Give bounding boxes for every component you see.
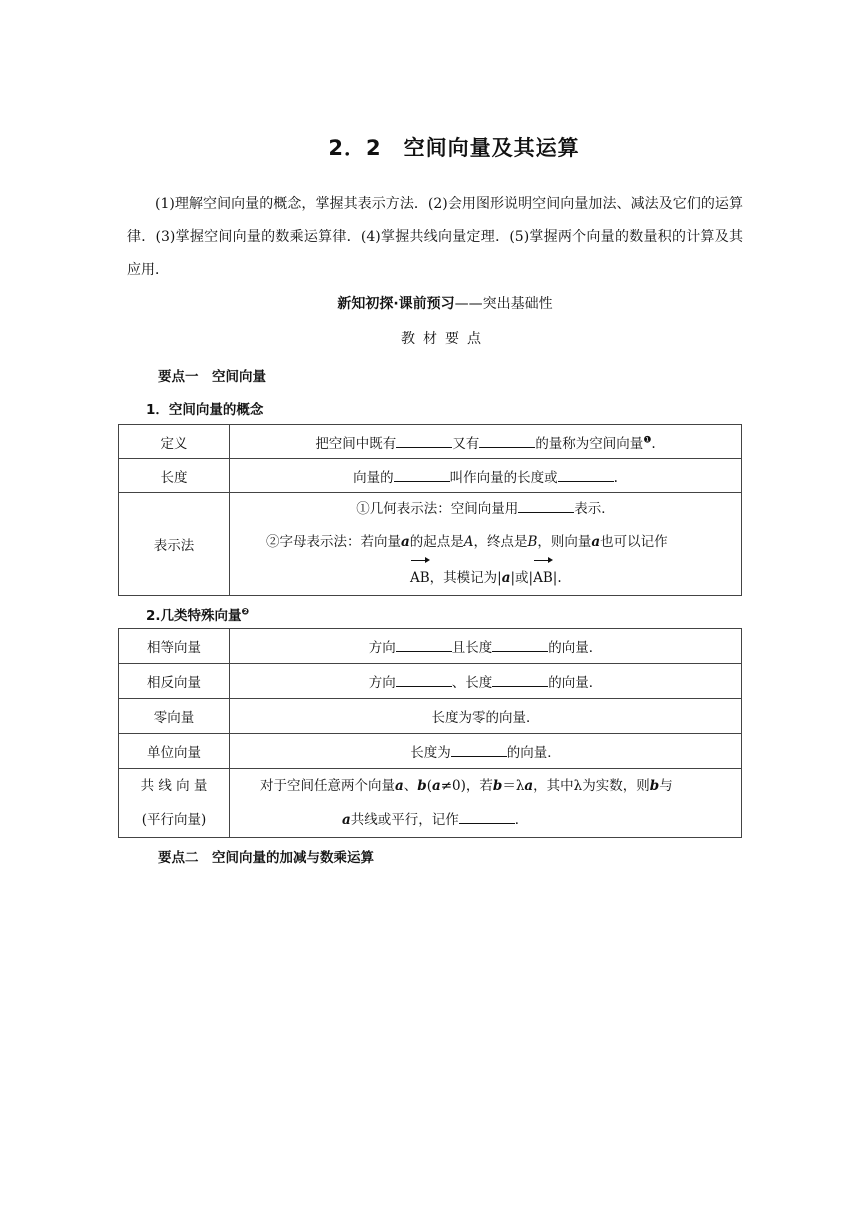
row-value: [230, 769, 742, 838]
var-b: b: [649, 778, 660, 794]
line: [260, 803, 733, 837]
fill-blank: [492, 672, 548, 687]
point-a: A: [463, 534, 474, 550]
section-subtitle: 教材要点: [401, 331, 489, 347]
text: 叫作向量的长度或: [449, 469, 558, 486]
table-row: [119, 769, 742, 838]
row-key: 长度: [119, 459, 230, 493]
text: 长度为: [410, 745, 451, 761]
row-key: 定义: [119, 425, 230, 459]
row-value: [230, 629, 742, 664]
var-a: a: [401, 534, 410, 550]
var-a: a: [342, 812, 351, 828]
table-row: [119, 734, 742, 769]
row-value: 长度为零的向量．: [230, 699, 742, 734]
table-row: [119, 664, 742, 699]
var-a: a: [395, 778, 404, 794]
text: 的量称为空间向量: [535, 435, 644, 452]
line: [238, 493, 733, 526]
fill-blank: [518, 498, 574, 513]
line: [238, 526, 733, 559]
table-row: [119, 629, 742, 664]
fill-blank: [558, 467, 614, 482]
row-key: 零向量: [119, 699, 230, 734]
special-vectors-table: [118, 628, 742, 838]
row-value: [230, 734, 742, 769]
var-a: a: [501, 570, 511, 586]
line: [260, 769, 733, 803]
fill-blank: [396, 433, 452, 448]
key-line: (平行向量): [141, 812, 207, 828]
note-marker: ❶: [643, 435, 652, 445]
vector-ab: AB: [533, 559, 553, 595]
text: 把空间中既有: [315, 435, 397, 452]
text: (: [426, 778, 432, 794]
sub2-text: 2.几类特殊向量: [146, 608, 242, 624]
line: [238, 559, 733, 595]
text: |.: [552, 570, 562, 586]
row-value: [230, 425, 742, 459]
text: 共线或平行，记作: [350, 812, 459, 828]
text: |或|: [510, 570, 534, 586]
table-row: [119, 459, 742, 493]
key-line: 共 线 向 量: [140, 778, 208, 794]
table-row: [119, 425, 742, 459]
text: 的向量．: [548, 675, 603, 691]
fill-blank: [394, 467, 450, 482]
table-row: [119, 493, 742, 596]
text: 向量的: [353, 469, 394, 486]
row-key: [119, 769, 230, 838]
page-title: 2．2 空间向量及其运算: [328, 136, 580, 160]
text: ②字母表示法：若向量: [266, 534, 401, 550]
fill-blank: [459, 809, 515, 824]
text: 、长度: [451, 675, 493, 691]
point-b: B: [527, 534, 538, 550]
text: 的向量．: [548, 640, 603, 656]
text: 、: [403, 778, 418, 794]
text: 也可以记作: [600, 534, 668, 550]
text: 对于空间任意两个向量: [260, 778, 395, 794]
var-a: a: [591, 534, 601, 550]
learning-objectives: (1)理解空间向量的概念，掌握其表示方法．(2)会用图形说明空间向量加法、减法及它们的运算律．(3)掌握空间向量的数乘运算律．(4)掌握共线向量定理．(5)掌握两个向量的数量积的计算及其应用．: [127, 196, 743, 278]
row-key: 表示法: [119, 493, 230, 596]
text: 的起点是: [409, 534, 464, 550]
text: ，其中λ为实数，则: [533, 778, 650, 794]
text: ①几何表示法：空间向量用: [356, 501, 519, 517]
fill-blank: [396, 672, 452, 687]
text: ≠0)，若: [440, 778, 493, 794]
text: ，其模记为|: [429, 570, 502, 586]
var-b: b: [417, 778, 427, 794]
fill-blank: [396, 637, 452, 652]
section-banner: [0, 293, 860, 313]
text: 方向: [368, 640, 396, 656]
sub1-heading: 1．空间向量的概念: [146, 402, 264, 418]
concept-table: [118, 424, 742, 596]
var-a: a: [524, 778, 534, 794]
row-value: [230, 459, 742, 493]
text: ，终点是: [473, 534, 528, 550]
text: 表示．: [574, 501, 615, 517]
note-marker: ❷: [241, 607, 250, 618]
section-banner-bold: 新知初探·课前预习: [337, 296, 455, 312]
section-banner-light: ——突出基础性: [454, 296, 553, 312]
fill-blank: [451, 742, 507, 757]
var-a: a: [431, 778, 441, 794]
text: .: [651, 435, 656, 452]
text: ．: [514, 812, 529, 828]
row-value: [230, 664, 742, 699]
vector-ab: AB: [410, 559, 430, 595]
text: 方向: [368, 675, 396, 691]
point2-heading: 要点二 空间向量的加减与数乘运算: [158, 850, 374, 866]
row-key: 相反向量: [119, 664, 230, 699]
text: .: [613, 469, 618, 486]
point1-heading: 要点一 空间向量: [158, 369, 266, 385]
text: 且长度: [451, 640, 493, 656]
fill-blank: [479, 433, 535, 448]
table-row: [119, 699, 742, 734]
fill-blank: [492, 637, 548, 652]
row-key: 单位向量: [119, 734, 230, 769]
text: 与: [659, 778, 673, 794]
sub2-heading: [146, 604, 249, 624]
var-b: b: [492, 778, 503, 794]
row-value: [230, 493, 742, 596]
text: ，则向量: [537, 534, 592, 550]
row-key: 相等向量: [119, 629, 230, 664]
text: 又有: [452, 435, 480, 452]
text: ＝λ: [502, 778, 525, 794]
text: 的向量．: [506, 745, 561, 761]
